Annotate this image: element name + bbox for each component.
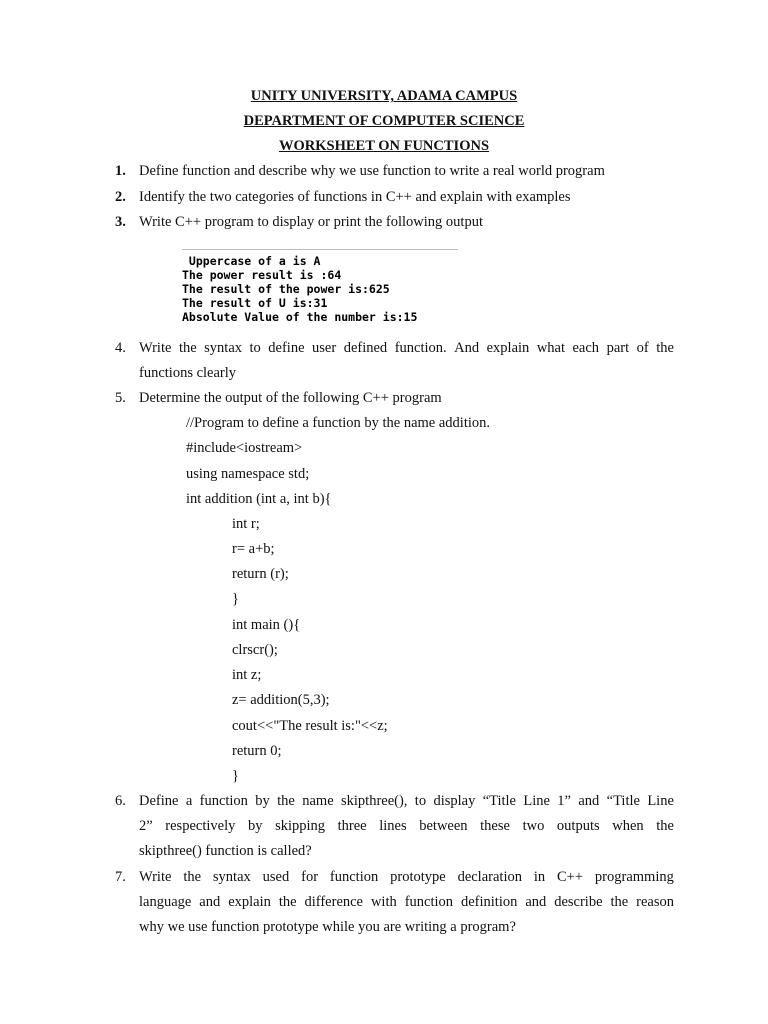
code-line: cout<<"The result is:"<<z;	[232, 718, 388, 734]
university-title: UNITY UNIVERSITY, ADAMA CAMPUS	[250, 88, 518, 104]
code-line: }	[232, 768, 239, 784]
question-7-text: Write the syntax used for function prototype declaration in C++ programming	[139, 869, 674, 885]
question-6-number: 6.	[115, 793, 126, 809]
code-line: z= addition(5,3);	[232, 692, 330, 708]
code-line: #include<iostream>	[186, 440, 303, 456]
question-6-text-end: skipthree() function is called?	[139, 843, 312, 859]
worksheet-title: WORKSHEET ON FUNCTIONS	[278, 138, 490, 154]
code-line: int r;	[232, 516, 260, 532]
console-line: Absolute Value of the number is:15	[182, 310, 418, 324]
code-line: int addition (int a, int b){	[186, 491, 332, 507]
question-4-text: Write the syntax to define user defined function. And explain what each part of the	[139, 340, 674, 356]
question-1-number: 1.	[115, 163, 126, 179]
code-line: return (r);	[232, 566, 289, 582]
question-7-text-cont: language and explain the difference with function definition and describe the reason	[139, 894, 674, 910]
code-line: //Program to define a function by the name addition.	[186, 415, 491, 431]
question-4-number: 4.	[115, 340, 126, 356]
question-2-number: 2.	[115, 189, 126, 205]
console-line: Uppercase of a is A	[182, 254, 321, 268]
question-6-text: Define a function by the name skipthree(), to display “Title Line 1” and “Title Line	[139, 793, 674, 809]
code-line: int main (){	[232, 617, 301, 633]
question-5-text: Determine the output of the following C++ program	[139, 390, 442, 406]
question-7-number: 7.	[115, 869, 126, 885]
question-5-number: 5.	[115, 390, 126, 406]
question-4-text-cont: functions clearly	[139, 365, 237, 381]
console-line: The result of U is:31	[182, 296, 328, 310]
code-line: using namespace std;	[186, 466, 310, 482]
question-7-text-end: why we use function prototype while you are writing a program?	[139, 919, 516, 935]
code-line: return 0;	[232, 743, 282, 759]
question-3-number: 3.	[115, 214, 126, 230]
code-line: }	[232, 591, 239, 607]
question-1-text: Define function and describe why we use function to write a real world program	[139, 163, 605, 179]
question-3-text: Write C++ program to display or print the following output	[139, 214, 483, 230]
console-line: The result of the power is:625	[182, 282, 390, 296]
question-2-text: Identify the two categories of functions in C++ and explain with examples	[139, 189, 571, 205]
console-line: The power result is :64	[182, 268, 342, 282]
code-line: int z;	[232, 667, 262, 683]
question-6-text-cont: 2” respectively by skipping three lines between these two outputs when the	[139, 818, 674, 834]
code-line: clrscr();	[232, 642, 278, 658]
code-line: r= a+b;	[232, 541, 275, 557]
console-output-image	[182, 249, 458, 324]
department-title: DEPARTMENT OF COMPUTER SCIENCE	[243, 113, 525, 129]
